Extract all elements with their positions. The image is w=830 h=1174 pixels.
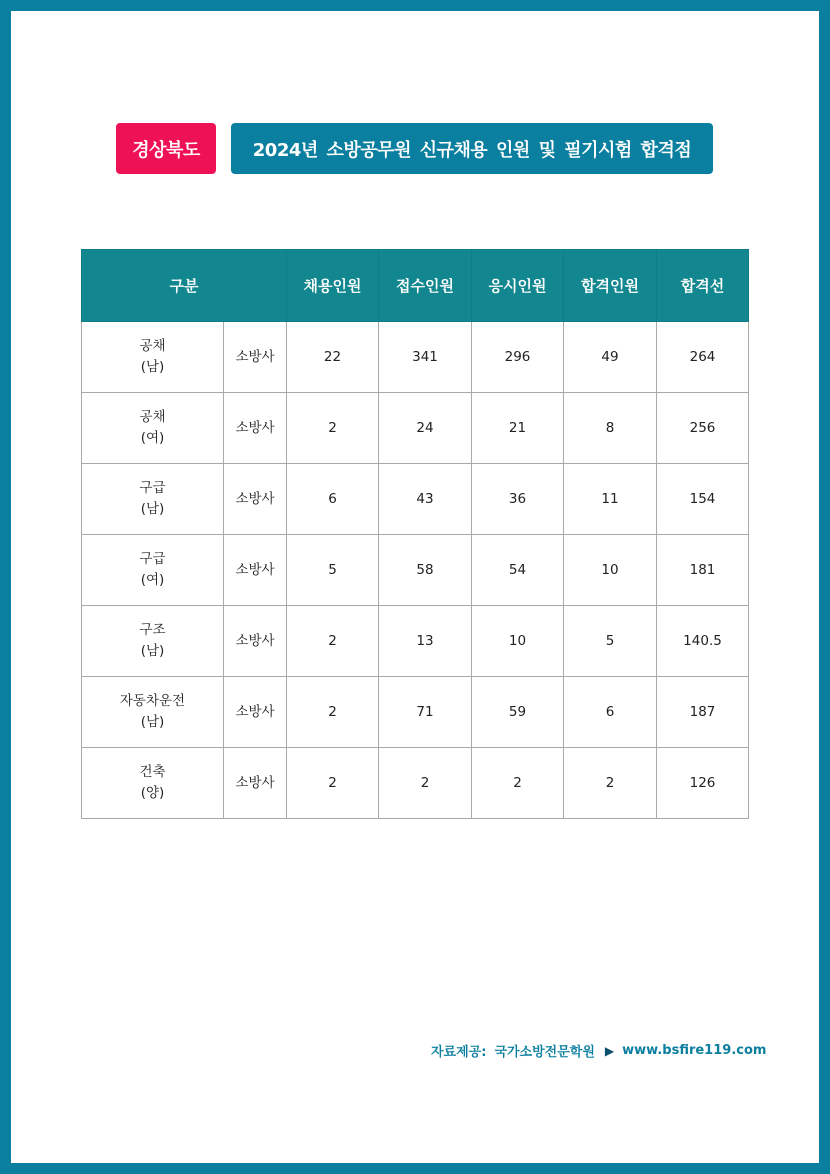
category-cell: [82, 677, 224, 748]
category-name: 자동차운전: [119, 693, 186, 709]
take-cell: 296: [472, 322, 564, 393]
apply-cell: 2: [379, 748, 472, 819]
table-row: [82, 464, 749, 535]
header-cutoff: 합격선: [657, 250, 749, 322]
pass-cell: 6: [564, 677, 657, 748]
header-category: 구분: [82, 250, 287, 322]
cutoff-cell: 187: [657, 677, 749, 748]
header-apply: 접수인원: [379, 250, 472, 322]
cutoff-cell: 181: [657, 535, 749, 606]
take-cell: 21: [472, 393, 564, 464]
job-cell: 소방사: [224, 748, 287, 819]
cutoff-cell: 264: [657, 322, 749, 393]
category-cell: [82, 748, 224, 819]
category-gender: (여): [140, 572, 165, 588]
table-row: [82, 677, 749, 748]
cutoff-cell: 126: [657, 748, 749, 819]
category-gender: (남): [140, 714, 165, 730]
cutoff-cell: 256: [657, 393, 749, 464]
apply-cell: 341: [379, 322, 472, 393]
category-name: 공채: [139, 338, 166, 354]
table-row: [82, 606, 749, 677]
category-name: 구급: [139, 480, 166, 496]
header-pass: 합격인원: [564, 250, 657, 322]
take-cell: 36: [472, 464, 564, 535]
header-take: 응시인원: [472, 250, 564, 322]
header-hire: 채용인원: [287, 250, 379, 322]
hire-cell: 2: [287, 393, 379, 464]
table-row: [82, 535, 749, 606]
category-gender: (여): [140, 430, 165, 446]
category-cell: [82, 606, 224, 677]
hire-cell: 2: [287, 748, 379, 819]
cutoff-cell: 154: [657, 464, 749, 535]
pass-cell: 10: [564, 535, 657, 606]
pass-cell: 49: [564, 322, 657, 393]
table-row: [82, 393, 749, 464]
job-cell: 소방사: [224, 393, 287, 464]
category-cell: [82, 393, 224, 464]
job-cell: 소방사: [224, 464, 287, 535]
play-arrow-icon: ▶: [604, 1043, 615, 1058]
hire-cell: 6: [287, 464, 379, 535]
table-row: [82, 322, 749, 393]
take-cell: 59: [472, 677, 564, 748]
page-title: 2024년 소방공무원 신규채용 인원 및 필기시험 합격점: [231, 123, 713, 174]
take-cell: 2: [472, 748, 564, 819]
category-cell: [82, 464, 224, 535]
table-row: [82, 748, 749, 819]
table-header-row: [82, 250, 749, 322]
hire-cell: 5: [287, 535, 379, 606]
hire-cell: 2: [287, 677, 379, 748]
job-cell: 소방사: [224, 606, 287, 677]
results-table: [81, 249, 749, 819]
category-gender: (남): [140, 501, 165, 517]
job-cell: 소방사: [224, 322, 287, 393]
take-cell: 54: [472, 535, 564, 606]
category-cell: [82, 322, 224, 393]
apply-cell: 58: [379, 535, 472, 606]
category-gender: (양): [140, 785, 165, 801]
category-name: 구조: [139, 622, 166, 638]
pass-cell: 5: [564, 606, 657, 677]
source-url-link[interactable]: www.bsfire119.com: [622, 1043, 767, 1058]
source-label: 자료제공:: [431, 1045, 487, 1060]
apply-cell: 43: [379, 464, 472, 535]
source-credit: [431, 1041, 766, 1060]
category-gender: (남): [140, 643, 165, 659]
apply-cell: 71: [379, 677, 472, 748]
apply-cell: 13: [379, 606, 472, 677]
job-cell: 소방사: [224, 535, 287, 606]
category-gender: (남): [140, 359, 165, 375]
pass-cell: 8: [564, 393, 657, 464]
category-name: 건축: [139, 764, 166, 780]
hire-cell: 22: [287, 322, 379, 393]
pass-cell: 11: [564, 464, 657, 535]
category-name: 공채: [139, 409, 166, 425]
source-provider: 국가소방전문학원: [494, 1045, 595, 1060]
pass-cell: 2: [564, 748, 657, 819]
category-name: 구급: [139, 551, 166, 567]
region-badge: 경상북도: [116, 123, 216, 174]
job-cell: 소방사: [224, 677, 287, 748]
cutoff-cell: 140.5: [657, 606, 749, 677]
take-cell: 10: [472, 606, 564, 677]
hire-cell: 2: [287, 606, 379, 677]
apply-cell: 24: [379, 393, 472, 464]
category-cell: [82, 535, 224, 606]
